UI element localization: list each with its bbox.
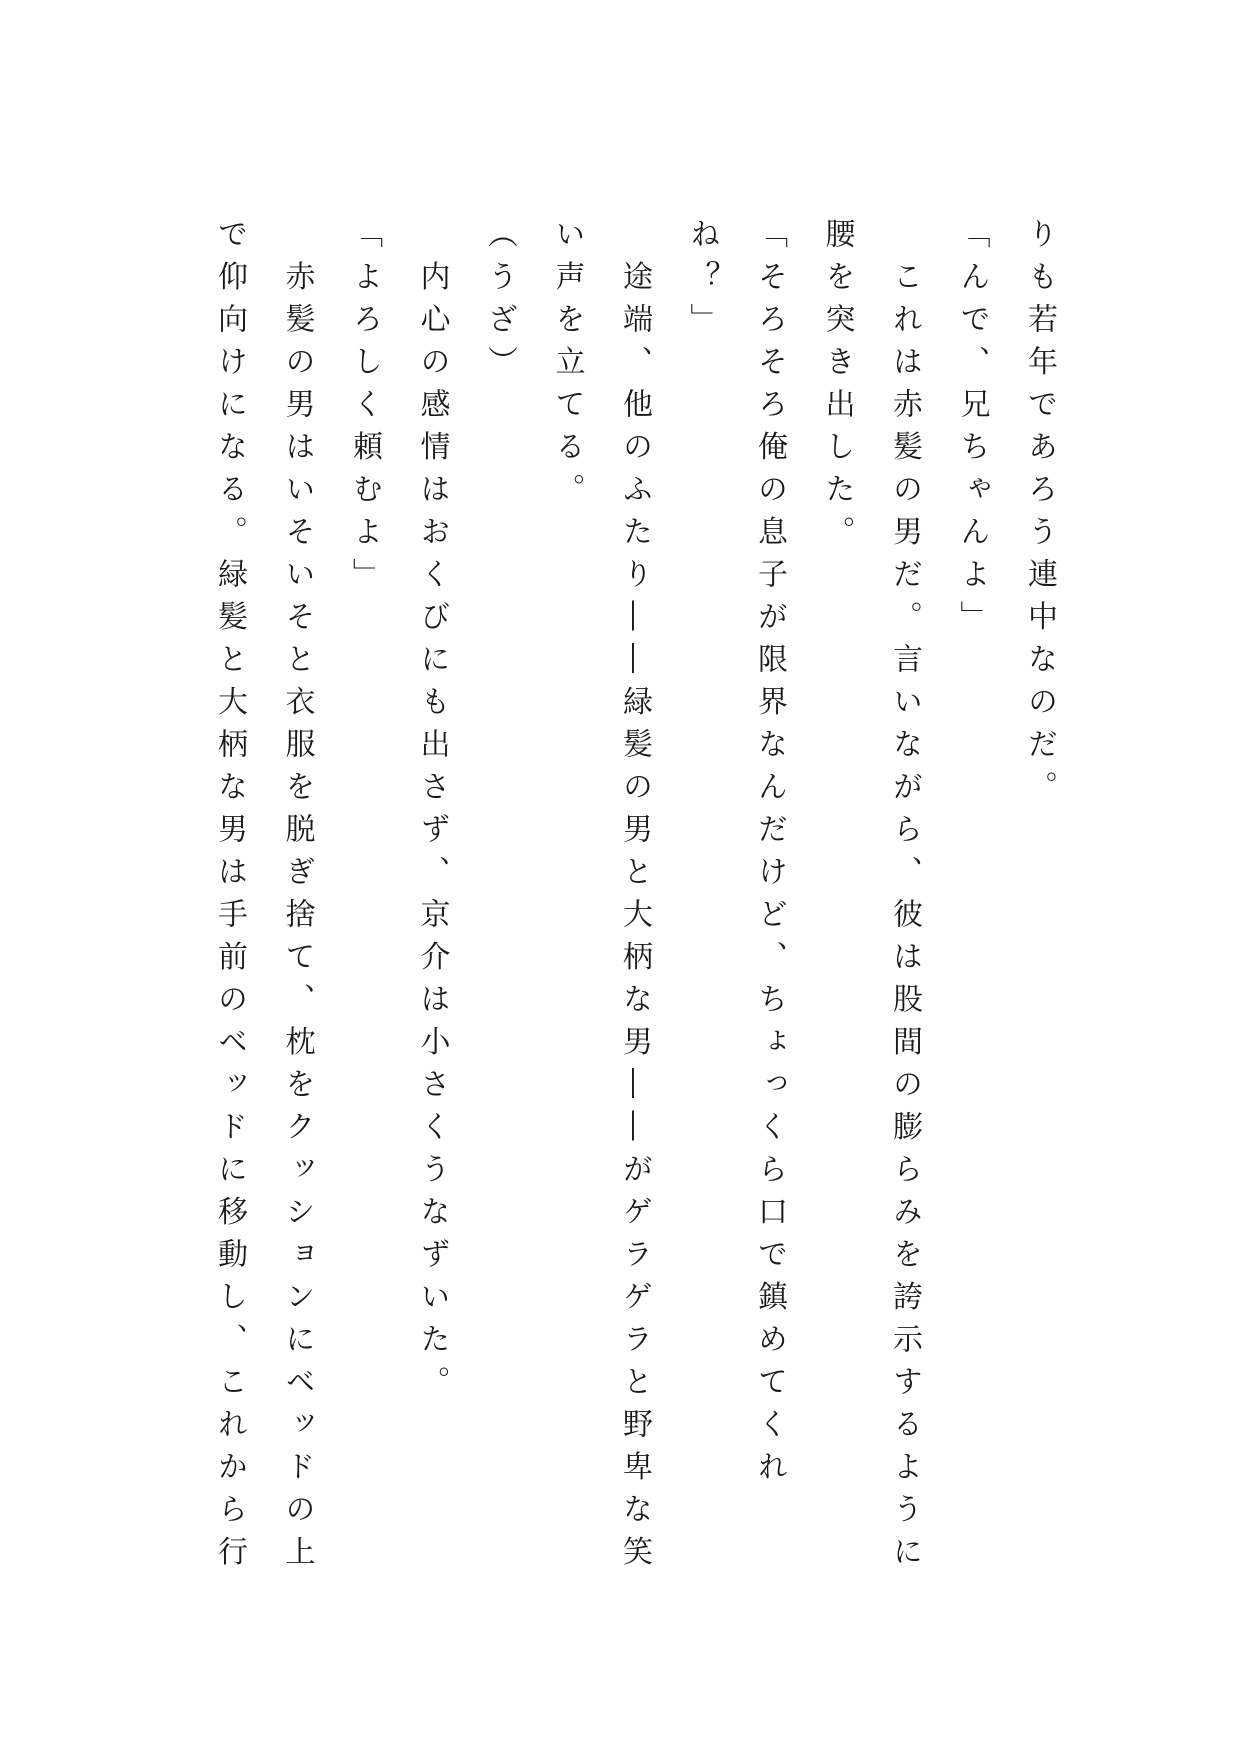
text-line: 内心の感情はおくびにも出さず、京介は小さくうなずいた。 — [414, 218, 450, 1408]
text-line: これは赤髪の男だ。言いながら、彼は股間の膨らみを誇示するように — [887, 218, 922, 1578]
vertical-text-body — [196, 218, 1074, 1598]
text-line: い声を立てる。 — [549, 218, 585, 516]
text-line: で仰向けになる。緑髪と大柄な男は手前のベッドに移動し、これから行 — [212, 218, 247, 1578]
text-line: ね？」 — [684, 218, 720, 346]
text-line: 途端、他のふたり――緑髪の男と大柄な男――がゲラゲラと野卑な笑 — [617, 218, 652, 1578]
text-line: りも若年であろう連中なのだ。 — [1022, 218, 1057, 813]
text-line: 「そろそろ俺の息子が限界なんだけど、ちょっくら口で鎮めてくれ — [752, 218, 787, 1493]
text-line: 「よろしく頼むよ」 — [347, 218, 382, 601]
text-line: 腰を突き出した。 — [819, 218, 855, 558]
text-line: （うざ） — [482, 218, 517, 388]
text-line: 赤髪の男はいそいそと衣服を脱ぎ捨て、枕をクッションにベッドの上 — [279, 218, 315, 1578]
text-line: 「んで、兄ちゃんよ」 — [954, 218, 990, 643]
